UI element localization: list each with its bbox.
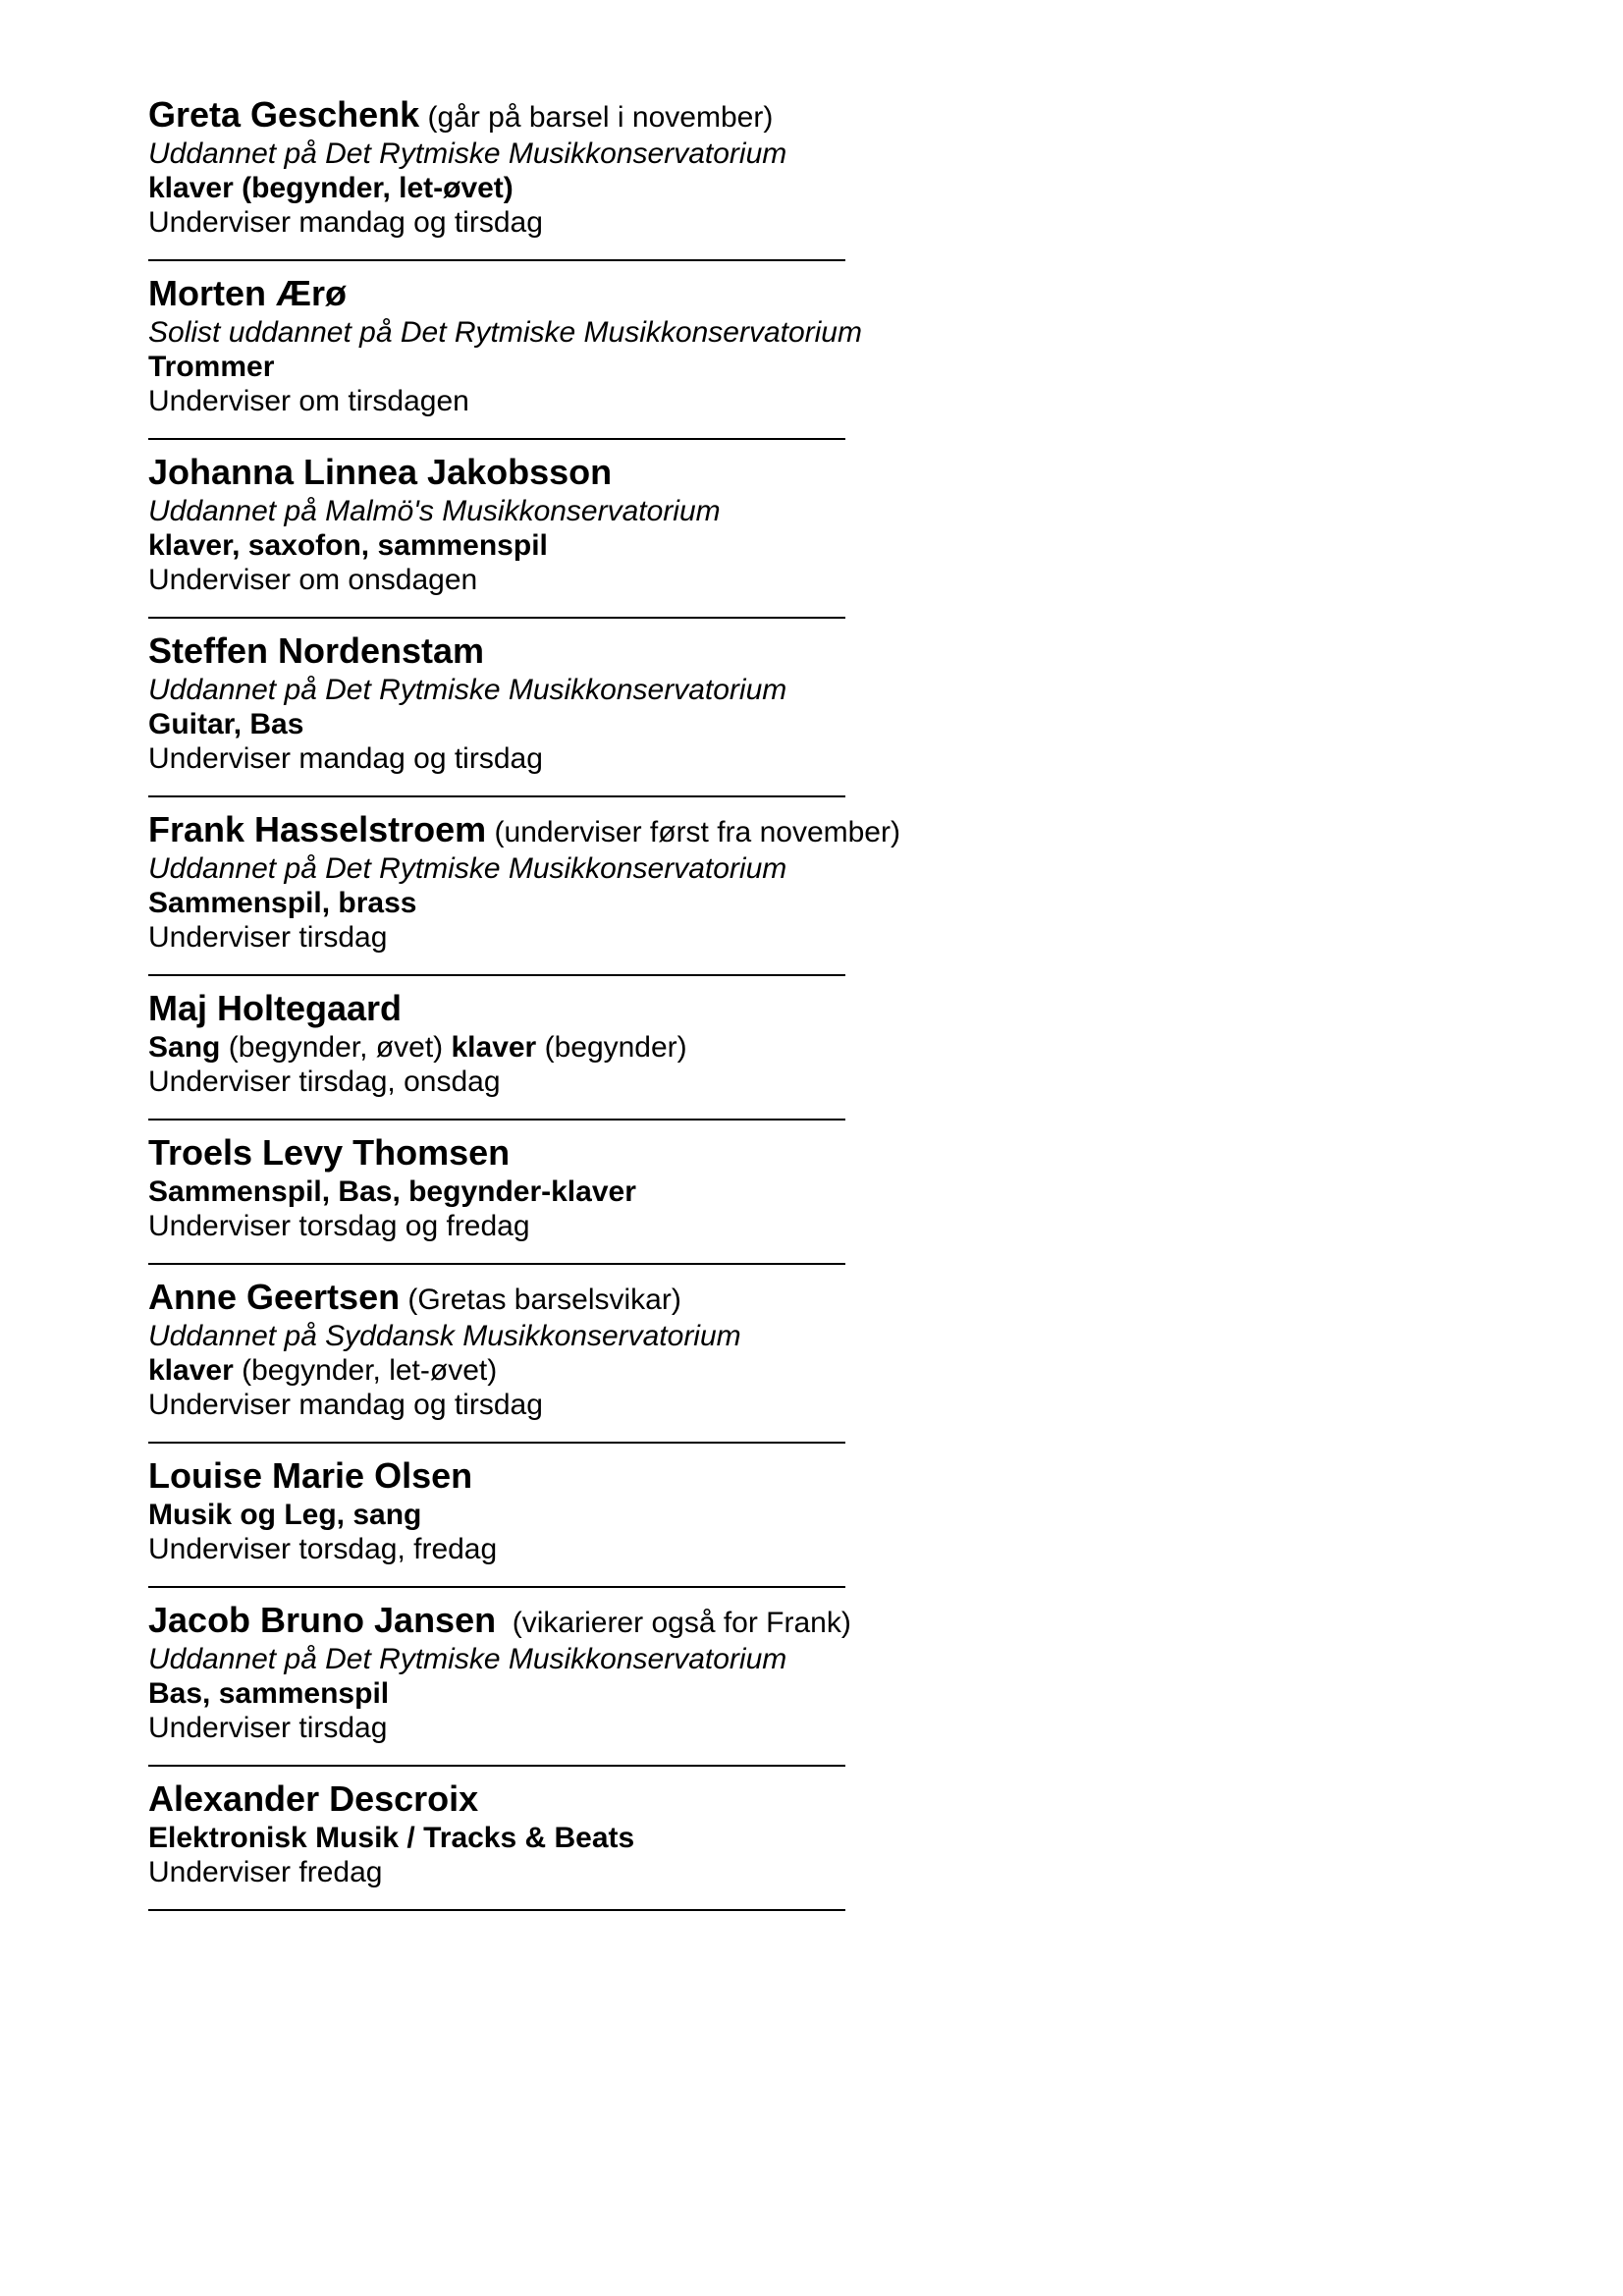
teacher-name: Greta Geschenk: [148, 94, 420, 135]
teacher-name: Alexander Descroix: [148, 1778, 479, 1819]
teacher-schedule: Underviser tirsdag, onsdag: [148, 1066, 501, 1098]
teacher-instruments: Guitar, Bas: [148, 708, 304, 740]
teacher-entry: [148, 1279, 934, 1444]
divider: [148, 1263, 845, 1265]
divider: [148, 1586, 845, 1588]
teacher-entry: [148, 454, 934, 619]
instrument-name: klaver: [451, 1031, 537, 1064]
divider: [148, 438, 845, 440]
teacher-schedule: Underviser om onsdagen: [148, 564, 478, 596]
divider: [148, 259, 845, 261]
teacher-name: Maj Holtegaard: [148, 988, 403, 1028]
divider: [148, 617, 845, 619]
divider: [148, 974, 845, 976]
teacher-schedule: Underviser fredag: [148, 1856, 383, 1888]
teacher-schedule: Underviser tirsdag: [148, 1712, 388, 1744]
divider: [148, 795, 845, 797]
teacher-education: Uddannet på Syddansk Musikkonservatorium: [148, 1320, 741, 1352]
teacher-instruments: Sammenspil, Bas, begynder-klaver: [148, 1175, 636, 1208]
teacher-name: Steffen Nordenstam: [148, 630, 485, 671]
teacher-name: Morten Ærø: [148, 273, 347, 313]
teacher-schedule: Underviser torsdag og fredag: [148, 1210, 530, 1242]
teacher-note: (Gretas barselsvikar): [407, 1284, 681, 1316]
teacher-instruments: klaver, saxofon, sammenspil: [148, 529, 548, 562]
divider: [148, 1909, 845, 1911]
teacher-note: (underviser først fra november): [494, 816, 900, 848]
teacher-instruments: Elektronisk Musik / Tracks & Beats: [148, 1822, 635, 1854]
teacher-entry: [148, 275, 934, 440]
teacher-entry: [148, 96, 934, 261]
teacher-education: Uddannet på Det Rytmiske Musikkonservatorium: [148, 852, 787, 885]
teacher-education: Uddannet på Det Rytmiske Musikkonservatorium: [148, 1643, 787, 1675]
teacher-instruments: Sammenspil, brass: [148, 887, 417, 919]
teacher-name-line: [148, 454, 934, 494]
teacher-schedule: Underviser om tirsdagen: [148, 385, 469, 417]
teacher-note: (vikarierer også for Frank): [512, 1607, 851, 1639]
teacher-entry: [148, 1457, 934, 1588]
teacher-education: Uddannet på Det Rytmiske Musikkonservatorium: [148, 137, 787, 170]
teacher-schedule: Underviser mandag og tirsdag: [148, 206, 543, 239]
teacher-name-line: [148, 96, 934, 137]
teacher-name: Frank Hasselstroem: [148, 809, 487, 849]
teacher-schedule: Underviser mandag og tirsdag: [148, 742, 543, 775]
divider: [148, 1119, 845, 1121]
instrument-name: klaver: [148, 1354, 234, 1387]
instrument-level: (begynder, øvet): [228, 1031, 444, 1064]
divider: [148, 1442, 845, 1444]
teacher-note: (går på barsel i november): [427, 101, 774, 134]
teacher-name-line: [148, 275, 934, 315]
teacher-name: Johanna Linnea Jakobsson: [148, 452, 613, 492]
teacher-instruments-line: [148, 1030, 934, 1065]
instrument-name: Sang: [148, 1031, 221, 1064]
teacher-education: Uddannet på Malmö's Musikkonservatorium: [148, 495, 721, 527]
teacher-instruments-line: [148, 1353, 934, 1388]
teacher-education: Uddannet på Det Rytmiske Musikkonservatorium: [148, 674, 787, 706]
teacher-education: Solist uddannet på Det Rytmiske Musikkonservatorium: [148, 316, 862, 349]
teacher-name: Anne Geertsen: [148, 1277, 401, 1317]
teacher-entry: [148, 632, 934, 797]
teacher-instruments: Trommer: [148, 351, 275, 383]
teacher-name-line: [148, 1134, 934, 1175]
teacher-name-line: [148, 1457, 934, 1498]
teacher-schedule: Underviser mandag og tirsdag: [148, 1389, 543, 1421]
teacher-instruments: Bas, sammenspil: [148, 1677, 390, 1710]
teacher-entry: [148, 1134, 934, 1265]
teacher-entry: [148, 811, 934, 976]
teacher-name-line: [148, 990, 934, 1030]
teacher-name-line: [148, 1780, 934, 1821]
teacher-entry: [148, 1780, 934, 1911]
divider: [148, 1765, 845, 1767]
teacher-schedule: Underviser torsdag, fredag: [148, 1533, 498, 1565]
teacher-name-line: [148, 632, 934, 673]
teacher-instruments: Musik og Leg, sang: [148, 1499, 422, 1531]
teacher-list: [148, 96, 934, 1925]
teacher-entry: [148, 990, 934, 1121]
teacher-name: Louise Marie Olsen: [148, 1455, 473, 1496]
teacher-name-line: [148, 1602, 934, 1642]
teacher-schedule: Underviser tirsdag: [148, 921, 388, 954]
teacher-name-line: [148, 1279, 934, 1319]
instrument-level: (begynder, let-øvet): [242, 1354, 498, 1387]
teacher-entry: [148, 1602, 934, 1767]
teacher-name: Jacob Bruno Jansen: [148, 1600, 497, 1640]
instrument-level: (begynder): [544, 1031, 687, 1064]
teacher-name-line: [148, 811, 934, 851]
teacher-instruments: klaver (begynder, let-øvet): [148, 172, 514, 204]
teacher-name: Troels Levy Thomsen: [148, 1132, 511, 1173]
